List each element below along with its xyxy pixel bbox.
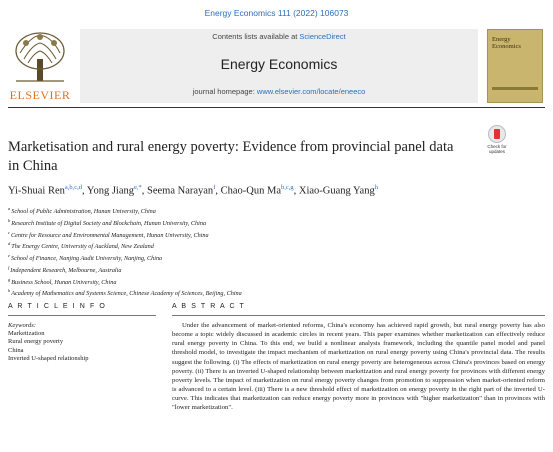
keywords-label: Keywords: bbox=[8, 322, 36, 329]
affiliation-item bbox=[8, 287, 545, 299]
keywords-block bbox=[8, 322, 158, 363]
abstract-heading: A B S T R A C T bbox=[172, 303, 246, 310]
author-separator: , bbox=[293, 185, 299, 197]
author-affiliation-marker[interactable]: e,* bbox=[133, 184, 142, 191]
affiliation-item bbox=[8, 205, 545, 217]
article-title: Marketisation and rural energy poverty: Evidence from provincial panel data in China bbox=[8, 139, 454, 174]
check-for-updates-label: Check for updates bbox=[487, 144, 507, 154]
affiliation-item bbox=[8, 276, 545, 288]
affiliation-text: School of Public Administration, Hunan University, China bbox=[11, 208, 156, 216]
keyword-item: Marketization bbox=[8, 330, 45, 337]
journal-banner bbox=[80, 29, 478, 103]
author-list bbox=[8, 184, 545, 197]
affiliation-text: Centre for Resource and Environmental Management, Hunan University, China bbox=[11, 231, 209, 239]
affiliation-marker: f bbox=[8, 264, 10, 270]
abstract-divider bbox=[172, 315, 545, 316]
author-name[interactable]: Yi-Shuai Ren bbox=[8, 185, 65, 197]
affiliation-text: Academy of Mathematics and Systems Science, Chinese Academy of Sciences, Beijing, China bbox=[11, 290, 242, 298]
keyword-item: China bbox=[8, 346, 24, 354]
affiliation-marker: d bbox=[8, 241, 11, 247]
cover-title: Energy Economics bbox=[492, 36, 521, 50]
author-name[interactable]: Xiao-Guang Yang bbox=[298, 185, 375, 197]
author-name[interactable]: Yong Jiang bbox=[86, 185, 134, 197]
article-info-heading: A R T I C L E I N F O bbox=[8, 303, 107, 310]
contents-prefix: Contents lists available at bbox=[212, 32, 300, 41]
affiliation-text: Research Institute of Digital Society and Blockchain, Hunan University, China bbox=[11, 219, 207, 227]
contents-available-line bbox=[80, 32, 478, 41]
article-info-divider bbox=[8, 315, 156, 316]
affiliation-item bbox=[8, 217, 545, 229]
cover-stripe bbox=[492, 87, 538, 90]
header-divider bbox=[8, 107, 545, 108]
author-affiliation-marker[interactable]: b,c,g bbox=[280, 184, 294, 191]
affiliation-marker: g bbox=[8, 276, 11, 282]
affiliation-list bbox=[8, 205, 545, 299]
journal-header bbox=[8, 25, 545, 103]
keyword-item: Rural energy poverty bbox=[8, 338, 64, 346]
sciencedirect-link[interactable]: ScienceDirect bbox=[299, 32, 346, 41]
affiliation-text: The Energy Centre, University of Auckland, New Zealand bbox=[11, 243, 154, 251]
author-separator: , bbox=[141, 185, 147, 197]
affiliation-item bbox=[8, 229, 545, 241]
journal-homepage-line bbox=[80, 87, 478, 96]
elsevier-logo[interactable] bbox=[8, 25, 72, 103]
keyword-item: Inverted U-shaped relationship bbox=[8, 354, 89, 362]
elsevier-tree-icon bbox=[12, 29, 68, 85]
author-name[interactable]: Chao-Qun Ma bbox=[220, 185, 281, 197]
author-separator: , bbox=[82, 185, 87, 197]
affiliation-text: Business School, Hunan University, China bbox=[11, 278, 117, 286]
affiliation-marker: b bbox=[8, 217, 11, 223]
affiliation-marker: c bbox=[8, 229, 10, 235]
journal-name: Energy Economics bbox=[220, 56, 338, 72]
homepage-prefix: journal homepage: bbox=[192, 87, 257, 96]
author-separator: , bbox=[215, 185, 221, 197]
publisher-wordmark: ELSEVIER bbox=[9, 88, 71, 102]
affiliation-item bbox=[8, 240, 545, 252]
author-affiliation-marker[interactable]: h bbox=[374, 184, 378, 191]
affiliation-marker: a bbox=[8, 206, 11, 211]
affiliation-text: School of Finance, Nanjing Audit University, Nanjing, China bbox=[11, 255, 163, 263]
author-name[interactable]: Seema Narayan bbox=[147, 185, 214, 197]
affiliation-item bbox=[8, 264, 545, 276]
affiliation-item bbox=[8, 252, 545, 264]
journal-citation[interactable]: Energy Economics 111 (2022) 106073 bbox=[204, 8, 349, 18]
affiliation-text: Independent Research, Melbourne, Australia bbox=[10, 266, 122, 274]
check-for-updates-badge[interactable] bbox=[483, 125, 511, 157]
affiliation-marker: e bbox=[8, 253, 10, 259]
author-affiliation-marker[interactable]: f bbox=[213, 184, 216, 191]
affiliation-marker: h bbox=[8, 288, 11, 294]
author-affiliation-marker[interactable]: a,b,c,d bbox=[64, 184, 83, 191]
abstract-text: Under the advancement of market-oriented reforms, China's economy has achieved rapid growth, but rural energy poverty has also become a topic widely discussed in academic circles in recent years. This paper examines whether marketization can effectively reduce rural energy poverty in China. To this end, we build a nonlinear analysis framework, including the quantile panel model and panel threshold model, to investigate the impact mechanism of marketization on rural energy poverty using China's provincial data. The results suggest the following. (i) The effects of marketization on rural energy poverty are heterogeneous across China's provinces based on energy poverty. (ii) There is an inverted U-shaped relationship between marketization and rural energy poverty for provinces with different energy poverty levels. The impact of marketization on rural energy poverty changes from promotion to suppression when market-oriented reform is advanced to a certain level. (iii) There is a new threshold effect of marketization on energy poverty in the right part of the inverted U-curve. This indicates that marketization can reduce energy poverty more in provinces with "higher marketization" than in provinces with "lower marketization". bbox=[172, 322, 545, 412]
journal-cover-thumbnail[interactable] bbox=[487, 29, 543, 103]
homepage-link[interactable]: www.elsevier.com/locate/eneeco bbox=[256, 87, 366, 96]
check-for-updates-icon bbox=[488, 125, 506, 143]
